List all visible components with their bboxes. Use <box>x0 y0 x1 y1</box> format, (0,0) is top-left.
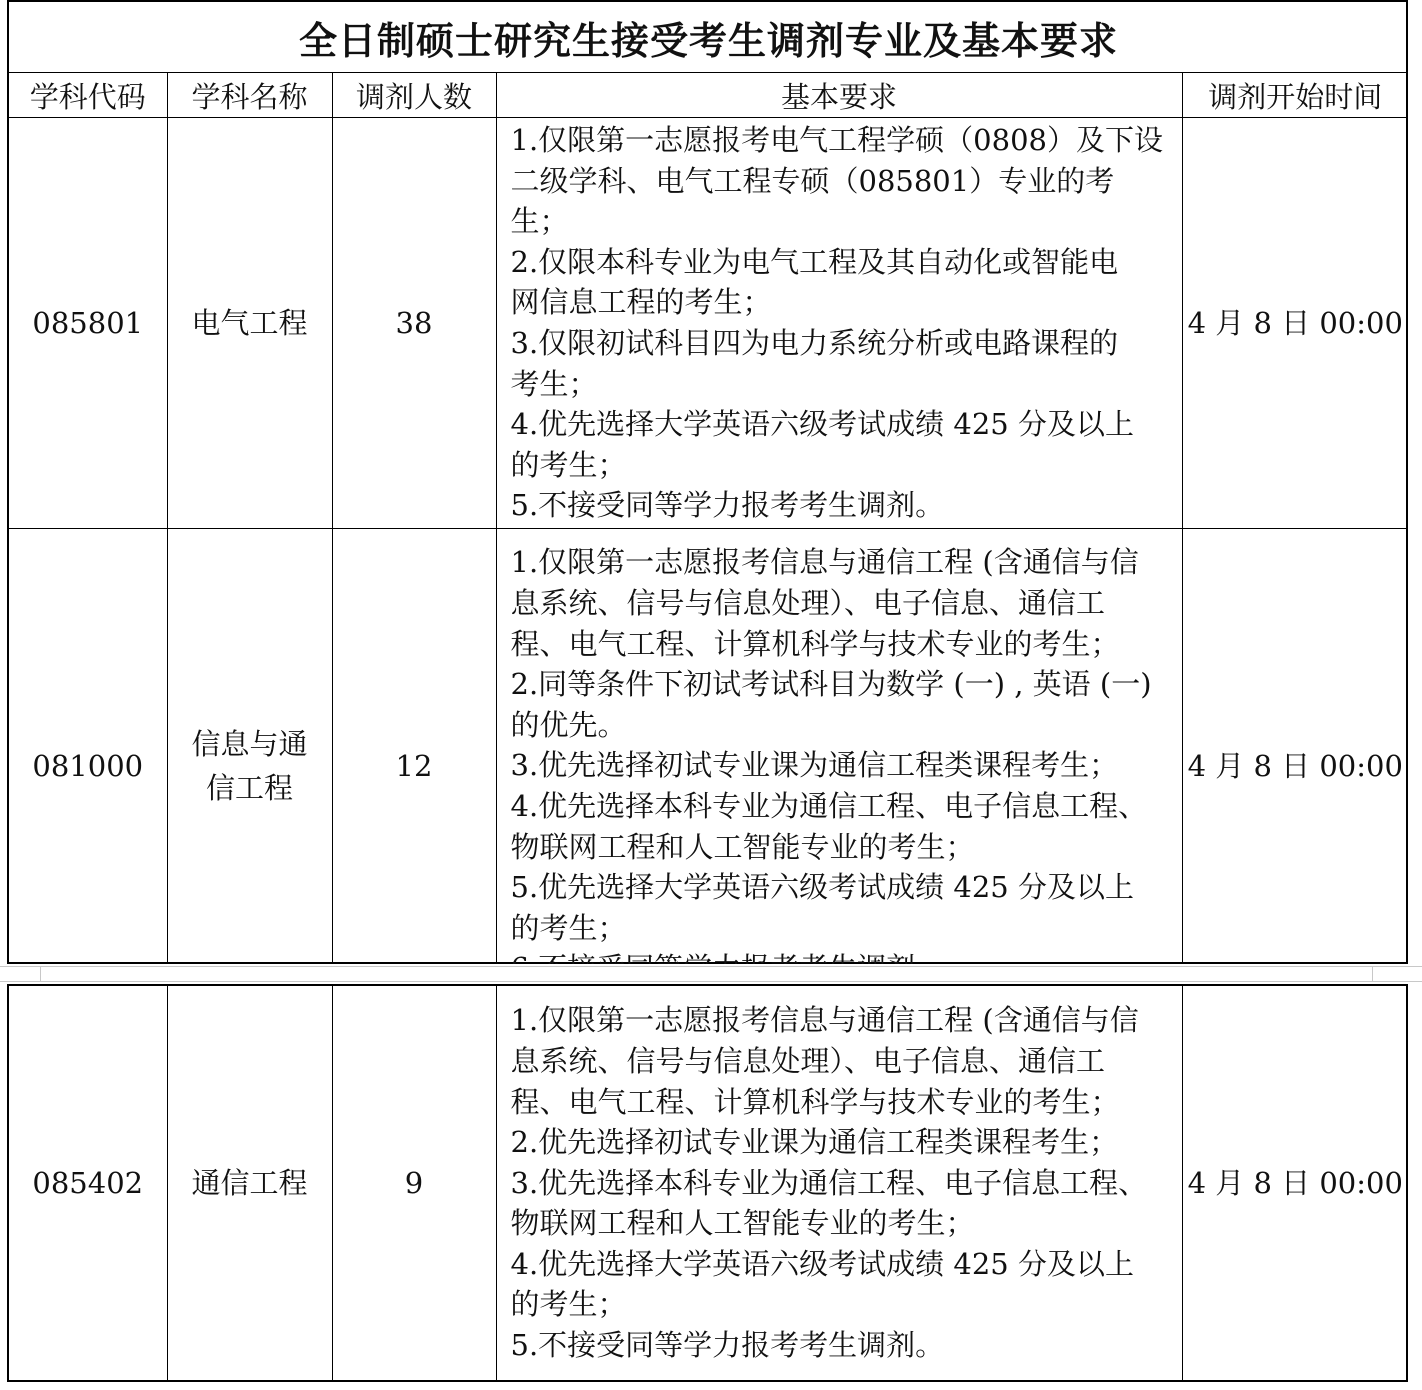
requirement-line: 的考生； <box>510 447 627 482</box>
requirement-line: 4.优先选择本科专业为通信工程、电子信息工程、 <box>510 788 1148 823</box>
header-start-time: 调剂开始时间 <box>1182 73 1408 118</box>
page-break-line <box>0 966 1422 967</box>
requirement-line: 4.优先选择大学英语六级考试成绩 425 分及以上 <box>510 407 1134 442</box>
requirement-line: 网信息工程的考生； <box>510 285 772 320</box>
requirement-line: 1.仅限第一志愿报考电气工程学硕（0808）及下设 <box>510 123 1163 157</box>
requirement-line: 息系统、信号与信息处理）、电子信息、通信工 <box>510 1043 1106 1078</box>
requirement-line: 5.优先选择大学英语六级考试成绩 425 分及以上 <box>510 870 1134 905</box>
page-break-line <box>0 981 1422 982</box>
cell-name: 通信工程 <box>167 986 332 1380</box>
requirement-line: 4.优先选择大学英语六级考试成绩 425 分及以上 <box>510 1246 1134 1281</box>
cell-count: 38 <box>332 118 496 529</box>
requirement-line: 1.仅限第一志愿报考信息与通信工程 (含通信与信 <box>510 1003 1139 1038</box>
admission-table-continued <box>9 986 1408 1380</box>
table-title: 全日制硕士研究生接受考生调剂专业及基本要求 <box>9 2 1408 73</box>
requirement-line: 3.仅限初试科目四为电力系统分析或电路课程的 <box>510 325 1119 360</box>
cell-code: 085801 <box>9 118 167 529</box>
requirement-line: 5.不接受同等学力报考考生调剂。 <box>510 488 945 523</box>
requirement-line: 的考生； <box>510 1287 627 1322</box>
requirement-line: 2.同等条件下初试考试科目为数学 (一) , 英语 (一) <box>510 667 1152 702</box>
name-line: 信工程 <box>205 770 293 805</box>
requirement-line: 2.优先选择初试专业课为通信工程类课程考生； <box>510 1125 1119 1160</box>
requirement-line: 息系统、信号与信息处理）、电子信息、通信工 <box>510 586 1106 621</box>
header-code: 学科代码 <box>9 73 167 118</box>
table-row <box>9 986 1408 1380</box>
cell-requirements <box>496 986 1182 1380</box>
requirement-line: 3.优先选择初试专业课为通信工程类课程考生； <box>510 748 1119 783</box>
table-row <box>9 528 1408 1002</box>
page-break-tick <box>40 966 41 982</box>
requirement-line: 2.仅限本科专业为电气工程及其自动化或智能电 <box>510 244 1119 279</box>
requirement-line: 的优先。 <box>510 707 627 742</box>
admission-table <box>9 2 1408 1002</box>
cell-start-time: 4 月 8 日 00:00 <box>1182 986 1408 1380</box>
table-page-2 <box>7 984 1408 1382</box>
header-count: 调剂人数 <box>332 73 496 118</box>
cell-code: 081000 <box>9 528 167 1002</box>
requirement-line: 二级学科、电气工程专硕（085801）专业的考生； <box>510 163 1115 239</box>
requirement-line: 3.优先选择本科专业为通信工程、电子信息工程、 <box>510 1165 1148 1200</box>
cell-count: 12 <box>332 528 496 1002</box>
header-requirements: 基本要求 <box>496 73 1182 118</box>
table-row <box>9 118 1408 529</box>
cell-start-time: 4 月 8 日 00:00 <box>1182 528 1408 1002</box>
page-break-tick <box>1372 966 1373 982</box>
table-page-1 <box>7 0 1408 964</box>
requirement-line: 的考生； <box>510 910 627 945</box>
cell-start-time: 4 月 8 日 00:00 <box>1182 118 1408 529</box>
page-break <box>0 964 1422 984</box>
cell-name <box>167 528 332 1002</box>
cell-count: 9 <box>332 986 496 1380</box>
cell-name: 电气工程 <box>167 118 332 529</box>
cell-requirements <box>496 118 1182 529</box>
cell-code: 085402 <box>9 986 167 1380</box>
requirement-line: 程、电气工程、计算机科学与技术专业的考生； <box>510 1084 1120 1119</box>
requirement-line: 程、电气工程、计算机科学与技术专业的考生； <box>510 626 1120 661</box>
header-name: 学科名称 <box>167 73 332 118</box>
requirement-line: 5.不接受同等学力报考考生调剂。 <box>510 1328 945 1363</box>
requirement-line: 物联网工程和人工智能专业的考生； <box>510 1206 975 1241</box>
requirement-line: 考生； <box>510 366 598 401</box>
name-line: 信息与通 <box>191 726 308 761</box>
cell-requirements <box>496 528 1182 1002</box>
requirement-line: 物联网工程和人工智能专业的考生； <box>510 829 975 864</box>
requirement-line: 1.仅限第一志愿报考信息与通信工程 (含通信与信 <box>510 545 1139 580</box>
